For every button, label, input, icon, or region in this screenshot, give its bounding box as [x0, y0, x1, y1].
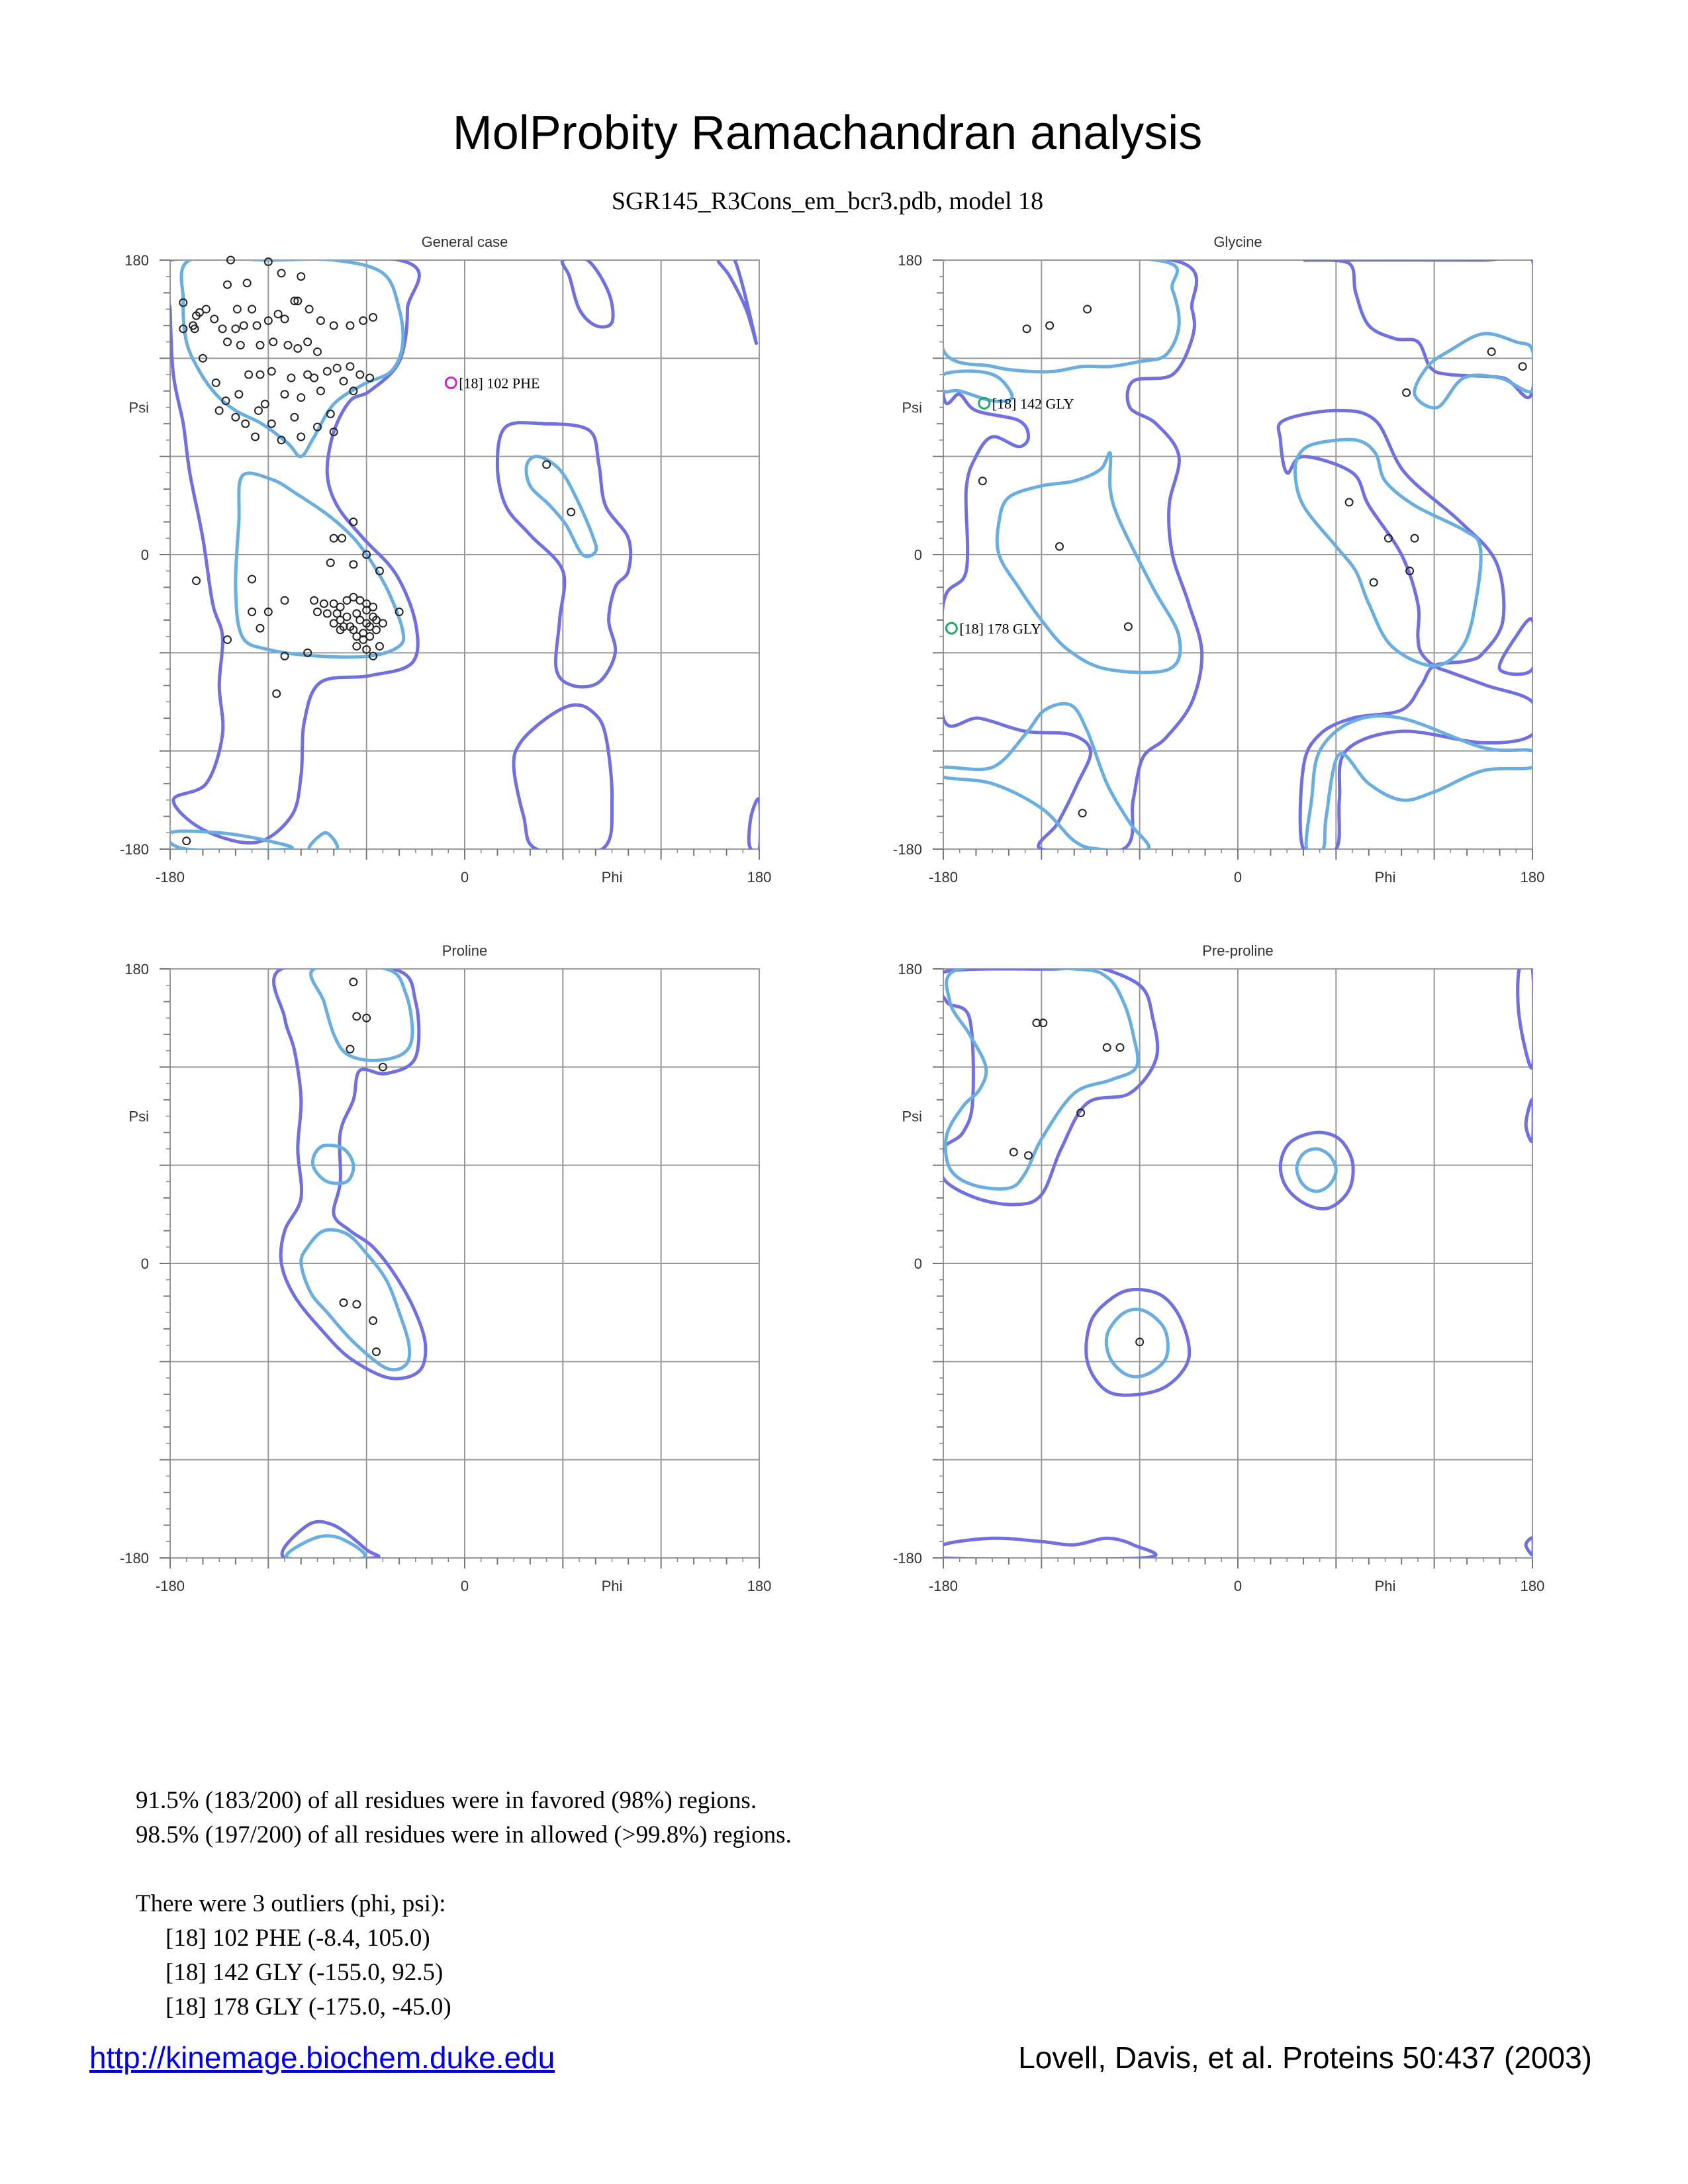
allowed-contour: [562, 257, 613, 327]
data-point: [244, 279, 251, 287]
data-point: [327, 559, 334, 567]
contours: [925, 248, 1538, 858]
outlier-line: [18] 102 PHE (-8.4, 105.0): [165, 1925, 430, 1952]
outlier-line: [18] 142 GLY (-155.0, 92.5): [165, 1959, 444, 1986]
data-point: [1023, 325, 1031, 332]
y-tick-label: -180: [892, 841, 922, 858]
data-point: [256, 341, 263, 349]
allowed-contour: [1526, 1099, 1533, 1141]
favored-contour: [301, 1230, 410, 1370]
allowed-contour: [1518, 960, 1534, 1068]
data-point: [248, 306, 256, 313]
data-point: [224, 281, 231, 289]
data-point: [324, 610, 331, 617]
data-point: [356, 616, 363, 623]
outlier-point: [946, 623, 957, 633]
x-tick-label: -180: [928, 869, 959, 886]
data-point: [1103, 1044, 1111, 1051]
data-point: [294, 345, 301, 352]
data-point: [287, 375, 295, 382]
data-point: [330, 535, 338, 542]
data-point: [369, 1317, 377, 1324]
data-point: [281, 597, 289, 604]
data-point: [359, 317, 367, 324]
page-title: MolProbity Ramachandran analysis: [452, 107, 1203, 159]
y-axis-label: Psi: [902, 1108, 922, 1125]
kinemage-link[interactable]: http://kinemage.biochem.duke.edu: [89, 2040, 555, 2075]
allowed-contour: [1086, 1289, 1190, 1395]
data-point: [376, 643, 383, 650]
contours: [927, 960, 1534, 1560]
data-point: [256, 625, 263, 632]
data-point: [1519, 363, 1526, 370]
y-tick-label: -180: [892, 1550, 922, 1567]
data-point: [314, 348, 321, 355]
data-point: [314, 608, 321, 615]
data-point: [216, 407, 223, 414]
outlier-label: [18] 178 GLY: [959, 620, 1042, 637]
data-point: [1346, 498, 1353, 506]
data-point: [1056, 543, 1063, 550]
allowed-contour: [1278, 410, 1538, 857]
allowed-contour: [925, 248, 1201, 854]
data-point: [369, 314, 377, 321]
data-point: [254, 322, 261, 329]
x-axis-label: Phi: [1374, 1578, 1396, 1594]
x-tick-label: 180: [1520, 869, 1545, 886]
y-tick-label: 0: [140, 547, 149, 563]
outlier-line: [18] 178 GLY (-175.0, -45.0): [165, 1993, 451, 2021]
data-point: [330, 619, 338, 627]
data-point: [1403, 389, 1410, 396]
favored-contour: [311, 966, 412, 1061]
data-point: [268, 368, 275, 375]
allowed-contour: [718, 253, 756, 343]
favored-contour: [1297, 1149, 1336, 1191]
favored-contour: [925, 252, 1179, 372]
data-point: [353, 1300, 360, 1308]
allowed-contour: [1280, 1132, 1353, 1208]
data-point: [979, 477, 986, 484]
plot-panel-3: [893, 942, 1544, 1594]
data-point: [1370, 579, 1378, 586]
data-point: [248, 576, 256, 583]
data-point: [232, 325, 239, 332]
data-point: [330, 322, 338, 329]
y-axis-label: Psi: [902, 399, 922, 416]
data-point: [240, 322, 248, 329]
data-point: [193, 577, 200, 584]
data-point: [1125, 623, 1132, 630]
y-tick-label: 180: [124, 961, 149, 978]
data-point: [281, 390, 289, 398]
y-tick-label: 0: [140, 1255, 149, 1272]
data-point: [211, 316, 218, 323]
data-point: [269, 338, 277, 345]
x-tick-label: 0: [460, 869, 469, 886]
data-point: [1079, 809, 1086, 817]
data-point: [1411, 535, 1419, 542]
y-tick-label: -180: [119, 1550, 149, 1567]
data-point: [242, 420, 249, 428]
y-tick-label: 0: [914, 1255, 922, 1272]
data-point: [353, 1013, 360, 1020]
favored-contour: [312, 1145, 353, 1183]
data-point: [255, 407, 262, 414]
data-point: [334, 365, 341, 372]
data-point: [1117, 1044, 1124, 1051]
data-point: [346, 1046, 353, 1053]
favored-contour: [1106, 1309, 1168, 1377]
data-point: [356, 371, 363, 379]
data-point: [275, 310, 282, 318]
x-tick-label: -180: [155, 869, 185, 886]
x-axis-label: Phi: [1374, 869, 1396, 886]
x-tick-label: 180: [747, 1578, 772, 1594]
favored-contour: [937, 704, 1149, 851]
data-point: [1046, 322, 1053, 329]
data-point: [237, 341, 244, 349]
allowed-contour: [1499, 619, 1536, 674]
x-tick-label: 0: [1233, 1578, 1243, 1594]
data-point: [232, 414, 239, 421]
data-point: [340, 1299, 348, 1306]
data-point: [291, 414, 298, 421]
data-point: [273, 690, 280, 698]
x-tick-label: 0: [460, 1578, 469, 1594]
data-point: [219, 325, 226, 332]
y-axis-label: Psi: [128, 1108, 149, 1125]
y-axis-label: Psi: [128, 399, 149, 416]
summary-stats: [136, 1784, 792, 2025]
data-point: [366, 633, 373, 640]
data-point: [256, 371, 263, 379]
data-point: [297, 394, 305, 401]
panel-title: Pre-proline: [1202, 942, 1274, 959]
data-point: [350, 978, 357, 985]
citation: Lovell, Davis, et al. Proteins 50:437 (2003): [1018, 2040, 1592, 2075]
data-point: [567, 508, 575, 516]
data-point: [252, 433, 259, 441]
data-point: [1025, 1152, 1032, 1159]
x-tick-label: 180: [1520, 1578, 1545, 1594]
page-subtitle: SGR145_R3Cons_em_bcr3.pdb, model 18: [611, 187, 1044, 215]
data-point: [278, 269, 285, 277]
outlier-label: [18] 142 GLY: [992, 395, 1074, 412]
data-point: [1488, 348, 1495, 355]
favored-stat: 91.5% (183/200) of all residues were in favored (98%) regions.: [136, 1787, 757, 1814]
data-point: [245, 371, 252, 379]
data-point: [320, 600, 328, 608]
data-point: [373, 626, 380, 633]
x-tick-label: -180: [155, 1578, 185, 1594]
data-point: [304, 338, 311, 345]
data-point: [297, 273, 305, 280]
allowed-contour: [1526, 1538, 1533, 1555]
data-point: [543, 461, 550, 469]
data-point: [297, 433, 305, 441]
data-point: [353, 643, 360, 650]
plot-panel-1: [893, 234, 1544, 886]
data-point: [373, 1348, 380, 1355]
data-point: [261, 400, 269, 408]
x-tick-label: 0: [1233, 869, 1243, 886]
favored-contour: [309, 833, 338, 851]
data-point: [285, 341, 292, 349]
outlier-header: There were 3 outliers (phi, psi):: [136, 1890, 446, 1917]
data-point: [346, 322, 353, 329]
y-tick-label: 0: [914, 547, 922, 563]
outlier-point: [445, 377, 456, 388]
data-point: [350, 561, 357, 568]
y-tick-label: 180: [898, 252, 922, 269]
data-point: [281, 316, 289, 323]
data-point: [338, 535, 346, 542]
favored-contour: [1295, 439, 1481, 666]
data-point: [224, 338, 231, 345]
favored-contour: [181, 257, 403, 456]
data-point: [379, 619, 387, 627]
outlier-label: [18] 102 PHE: [459, 375, 540, 392]
data-point: [248, 608, 256, 615]
data-point: [234, 306, 241, 313]
allowed-contour: [274, 964, 426, 1379]
x-axis-label: Phi: [601, 1578, 623, 1594]
data-point: [346, 363, 353, 370]
data-point: [268, 420, 275, 428]
data-point: [1010, 1148, 1017, 1156]
data-point: [183, 837, 190, 844]
data-point: [306, 306, 313, 313]
data-point: [334, 610, 341, 617]
x-tick-label: -180: [928, 1578, 959, 1594]
favored-contour: [236, 473, 404, 657]
data-point: [235, 390, 242, 398]
data-point: [310, 597, 318, 604]
data-point: [310, 375, 318, 382]
data-point: [224, 636, 231, 643]
plot-panel-0: [120, 234, 771, 886]
panel-title: Proline: [442, 942, 488, 959]
panel-title: Glycine: [1213, 234, 1262, 250]
data-point: [212, 379, 220, 387]
y-tick-label: 180: [124, 252, 149, 269]
data-point: [324, 368, 331, 375]
data-point: [317, 387, 324, 394]
data-point: [317, 317, 324, 324]
panel-title: General case: [421, 234, 508, 250]
y-tick-label: 180: [898, 961, 922, 978]
plot-panel-2: [120, 942, 771, 1594]
y-tick-label: -180: [119, 841, 149, 858]
data-point: [340, 377, 348, 385]
favored-contour: [997, 453, 1180, 672]
data-point: [1084, 306, 1091, 313]
allowed-stat: 98.5% (197/200) of all residues were in allowed (>99.8%) regions.: [136, 1821, 792, 1848]
x-tick-label: 180: [747, 869, 772, 886]
x-axis-label: Phi: [601, 869, 623, 886]
